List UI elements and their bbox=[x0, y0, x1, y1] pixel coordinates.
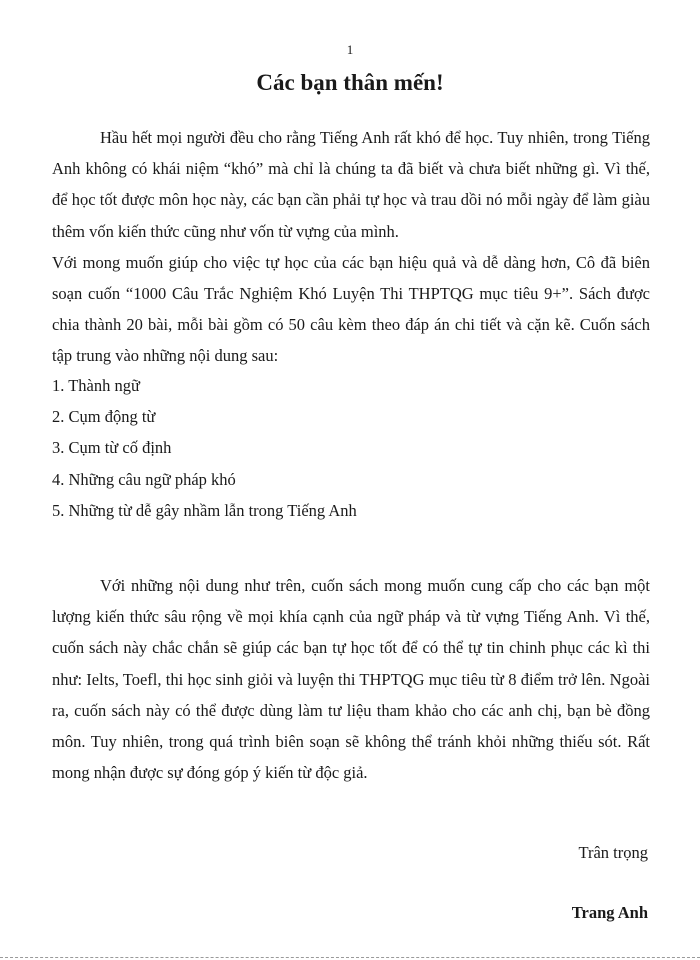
intro-paragraph: Hầu hết mọi người đều cho rằng Tiếng Anh rất khó để học. Tuy nhiên, trong Tiếng Anh không có khái niệm “khó” mà chỉ là chúng ta đã biết và chưa biết những gì. Vì thế, để học tốt được môn học này, các bạn cần phải tự học và trau dồi nó mỗi ngày để làm giàu thêm vốn kiến thức cũng như vốn từ vựng của mình. bbox=[52, 128, 650, 241]
closing-phrase: Trân trọng bbox=[578, 843, 648, 862]
topic-item: 4. Những câu ngữ pháp khó bbox=[52, 469, 236, 489]
purpose-paragraph: Với mong muốn giúp cho việc tự học của các bạn hiệu quả và dễ dàng hơn, Cô đã biên soạn cuốn “1000 Câu Trắc Nghiệm Khó Luyện Thi THPTQG mục tiêu 9+”. Sách được chia thành 20 bài, mỗi bài gồm có 50 câu kèm theo đáp án chi tiết và cặn kẽ. Cuốn sách tập trung vào những nội dung sau: bbox=[52, 252, 650, 366]
topic-item: 1. Thành ngữ bbox=[52, 376, 140, 395]
letter-body-top bbox=[52, 122, 650, 372]
page-number: 1 bbox=[346, 42, 354, 57]
letter-title: Các bạn thân mến! bbox=[256, 70, 444, 95]
topic-list bbox=[52, 370, 650, 526]
conclusion-paragraph: Với những nội dung như trên, cuốn sách mong muốn cung cấp cho các bạn một lượng kiến thức sâu rộng về mọi khía cạnh của ngữ pháp và từ vựng Tiếng Anh. Vì thế, cuốn sách này chắc chắn sẽ giúp các bạn tự học tốt để có thể tự tin chinh phục các kì thi như: Ielts, Toefl, thi học sinh giỏi và luyện thi THPTQG mục tiêu từ 8 điểm trở lên. Ngoài ra, cuốn sách này có thể được dùng làm tư liệu tham khảo cho các anh chị, bạn bè đồng môn. Tuy nhiên, trong quá trình biên soạn sẽ không thể tránh khỏi những thiếu sót. Rất mong nhận được sự đóng góp ý kiến từ độc giả. bbox=[52, 576, 650, 783]
topic-item: 5. Những từ dễ gây nhầm lẫn trong Tiếng Anh bbox=[52, 500, 357, 520]
topic-item: 2. Cụm động từ bbox=[52, 407, 156, 427]
letter-body-bottom bbox=[52, 570, 650, 788]
author-signature: Trang Anh bbox=[571, 903, 648, 922]
page-bottom-divider bbox=[0, 957, 700, 958]
topic-item: 3. Cụm từ cố định bbox=[52, 438, 172, 458]
